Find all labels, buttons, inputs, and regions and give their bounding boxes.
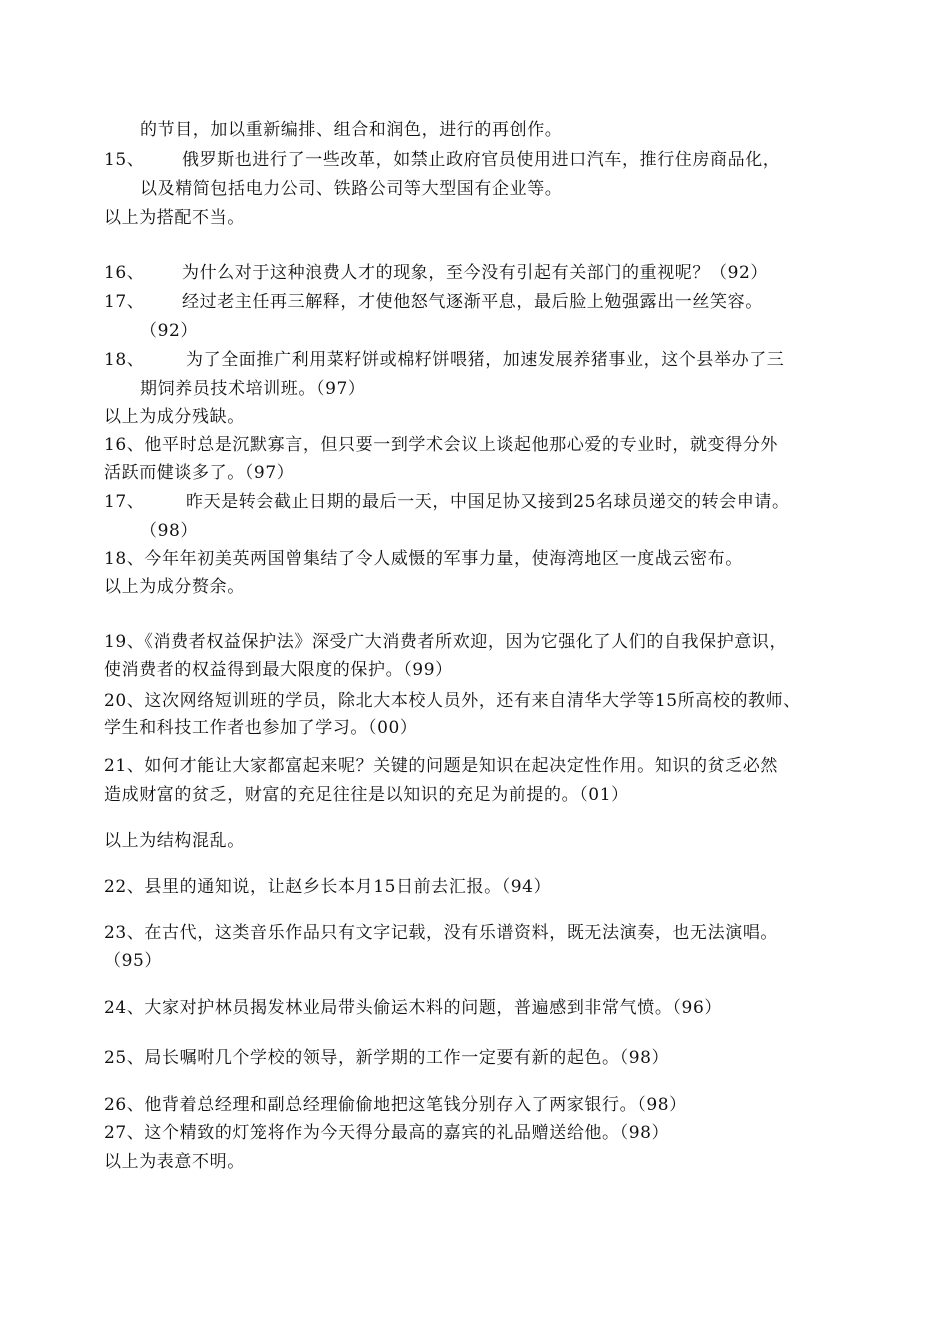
text-line: 经过老主任再三解释，才使他怒气逐渐平息，最后脸上勉强露出一丝笑容。: [182, 292, 763, 312]
text-line: 使消费者的权益得到最大限度的保护。（99）: [104, 660, 453, 680]
text-line: （98）: [140, 521, 199, 541]
text-line: 的节目，加以重新编排、组合和润色，进行的再创作。: [140, 120, 563, 140]
text-line: 22、县里的通知说，让赵乡长本月15日前去汇报。（94）: [104, 877, 552, 897]
section-summary: 以上为搭配不当。: [104, 208, 245, 228]
text-line: 16、他平时总是沉默寡言，但只要一到学术会议上谈起他那心爱的专业时，就变得分外: [104, 435, 779, 455]
section-summary: 以上为表意不明。: [104, 1152, 245, 1172]
text-line: 昨天是转会截止日期的最后一天，中国足协又接到25名球员递交的转会申请。: [186, 492, 790, 512]
text-line: 20、这次网络短训班的学员，除北大本校人员外，还有来自清华大学等15所高校的教师、: [104, 691, 801, 711]
item-number: 18、: [104, 350, 145, 370]
text-line: 期饲养员技术培训班。（97）: [140, 379, 366, 399]
section-summary: 以上为成分残缺。: [104, 407, 245, 427]
item-number: 17、: [104, 492, 145, 512]
text-line: 学生和科技工作者也参加了学习。（00）: [104, 718, 418, 738]
text-line: 以及精简包括电力公司、铁路公司等大型国有企业等。: [140, 179, 563, 199]
text-line: 21、如何才能让大家都富起来呢？关键的问题是知识在起决定性作用。知识的贫乏必然: [104, 756, 779, 776]
item-number: 15、: [104, 150, 145, 170]
text-line: 18、今年年初美英两国曾集结了令人威慑的军事力量，使海湾地区一度战云密布。: [104, 549, 743, 569]
item-number: 17、: [104, 292, 145, 312]
text-line: 27、这个精致的灯笼将作为今天得分最高的嘉宾的礼品赠送给他。（98）: [104, 1123, 670, 1143]
text-line: （95）: [104, 951, 163, 971]
text-line: 造成财富的贫乏，财富的充足往往是以知识的充足为前提的。（01）: [104, 785, 629, 805]
text-line: 23、在古代，这类音乐作品只有文字记载，没有乐谱资料，既无法演奏，也无法演唱。: [104, 923, 779, 943]
text-line: （92）: [140, 321, 199, 341]
text-line: 俄罗斯也进行了一些改革，如禁止政府官员使用进口汽车，推行住房商品化，: [182, 150, 781, 170]
text-line: 24、大家对护林员揭发林业局带头偷运木料的问题，普遍感到非常气愤。（96）: [104, 998, 722, 1018]
section-summary: 以上为成分赘余。: [104, 577, 245, 597]
text-line: 为了全面推广利用菜籽饼或棉籽饼喂猪，加速发展养猪事业，这个县举办了三: [186, 350, 785, 370]
section-summary: 以上为结构混乱。: [104, 831, 245, 851]
text-line: 19、《消费者权益保护法》深受广大消费者所欢迎，因为它强化了人们的自我保护意识，: [104, 632, 788, 652]
item-number: 16、: [104, 263, 145, 283]
text-line: 25、局长嘱咐几个学校的领导，新学期的工作一定要有新的起色。（98）: [104, 1048, 670, 1068]
text-line: 活跃而健谈多了。（97）: [104, 463, 295, 483]
text-line: 26、他背着总经理和副总经理偷偷地把这笔钱分别存入了两家银行。（98）: [104, 1095, 687, 1115]
text-line: 为什么对于这种浪费人才的现象，至今没有引起有关部门的重视呢？（92）: [182, 263, 769, 283]
